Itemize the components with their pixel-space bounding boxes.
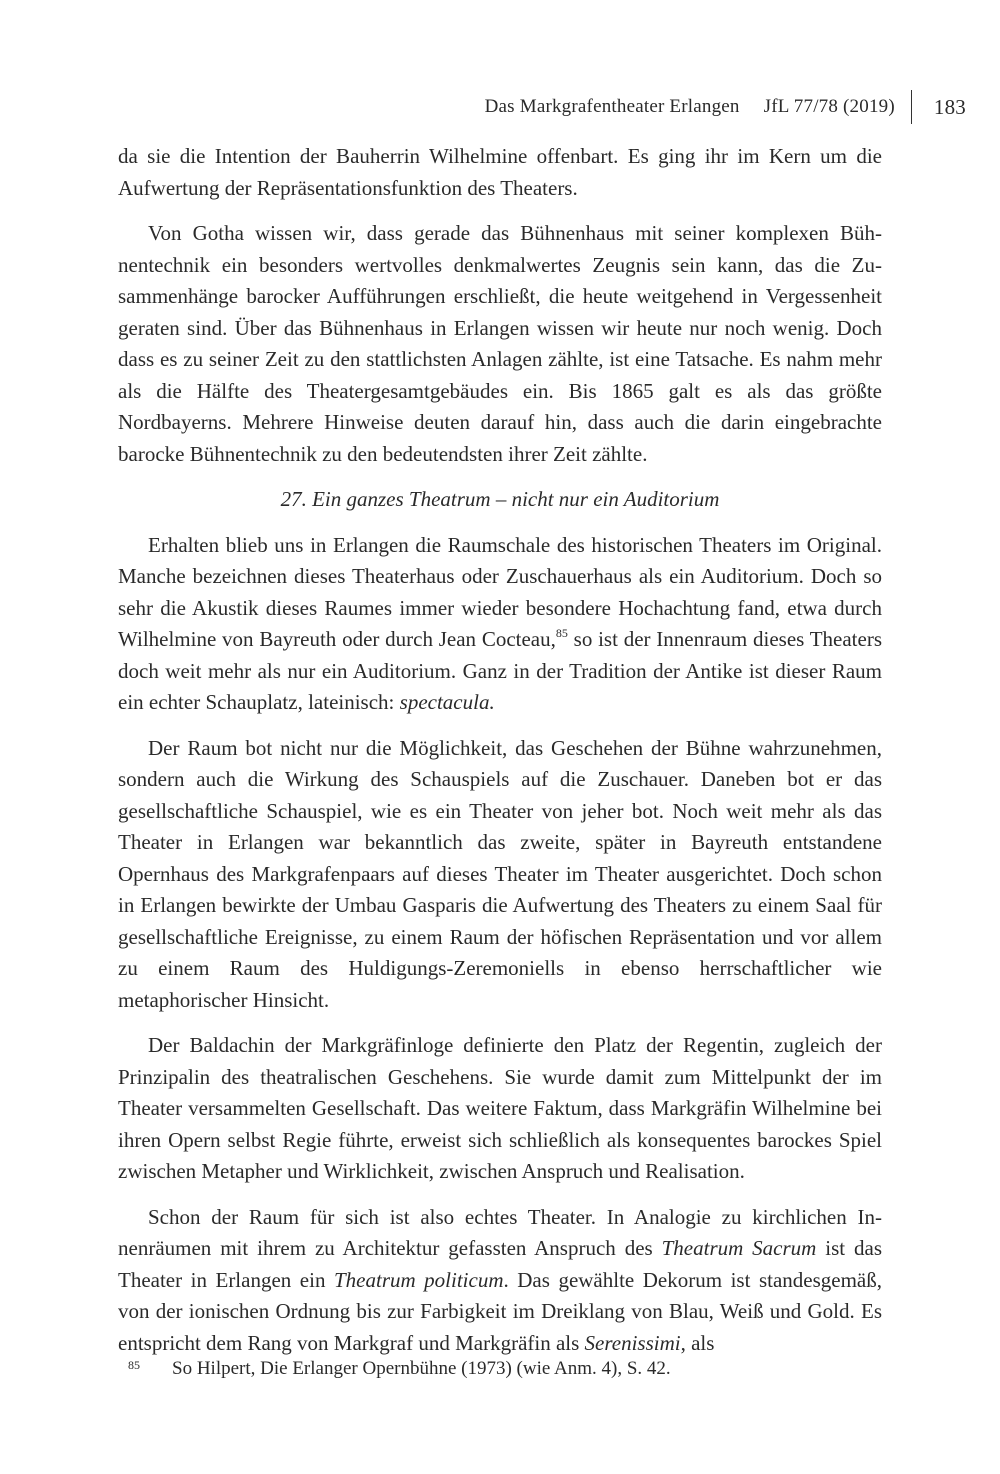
page-number: 183 — [933, 94, 966, 119]
paragraph-3-text-b: so ist der Innenraum dieses Theaters doch weit mehr als nur ein Auditorium. Ganz in der Tradition der Antike ist dieser Raum ein echter Schauplatz, lateinisch: — [118, 627, 882, 714]
paragraph-3-italic: spectacula. — [399, 690, 495, 714]
paragraph-6-italic-3: Serenissimi — [584, 1330, 681, 1355]
header-title: Das Markgrafentheater Erlangen — [484, 96, 740, 117]
footnote-reference: 85 — [555, 626, 568, 640]
paragraph-6-text-c: . Das gewählte Dekorum ist standesgemäß, von der ionischen Ordnung bis zur Farbigkeit im Dreiklang von Blau, Weiß und Gold. Es entspricht dem Rang von Markgraf und Markgräfin als — [118, 1267, 882, 1355]
header-divider — [911, 90, 912, 124]
paragraph-2: Von Gotha wissen wir, dass gerade das Bühnenhaus mit seiner komplexen Bühnentechnik ein besonders wertvolles denkmalwertes Zeugnis sein kann, das die Zusammenhänge barocker Aufführungen erschließt, die heute weitgehend in Vergessenheit geraten sind. Über das Bühnenhaus in Erlangen wissen wir heute nur noch wenig. Doch dass es zu seiner Zeit zu den stattlichsten Anlagen zählte, ist eine Tatsache. Es nahm mehr als die Hälfte des Theatergesamtgebäudes ein. Bis 1865 galt es als das größte Nordbayerns. Mehrere Hinweise deuten darauf hin, dass auch die darin eingebrachte barocke Bühnentechnik zu den bedeutendsten ihrer Zeit zählte. — [118, 221, 882, 466]
footnote-number: 85 — [128, 1358, 140, 1372]
paragraph-6-italic-2: Theatrum politicum — [333, 1267, 504, 1292]
header-journal: JfL 77/78 (2019) — [763, 96, 895, 117]
paragraph-3-text-a: Erhalten blieb uns in Erlangen die Raumschale des historischen Theaters im Original. Manche bezeichnen dieses Theaterhaus oder Zuschauerhaus als ein Auditorium. Doch so sehr die Akustik dieses Raumes immer wieder besondere Hochachtung fand, etwa durch Wilhelmine von Bayreuth oder durch Jean Cocteau, — [118, 532, 882, 651]
body-text — [118, 141, 882, 1359]
paragraph-6-italic-1: Theatrum Sacrum — [661, 1236, 817, 1260]
paragraph-6-text-a: Schon der Raum für sich ist also echtes Theater. In Analogie zu kirchlichen Innenräumen mit ihrem zu Architektur gefassten Anspruch des — [118, 1204, 882, 1260]
section-heading: 27. Ein ganzes Theatrum – nicht nur ein Auditorium — [280, 487, 720, 511]
paragraph-3 — [118, 530, 882, 719]
paragraph-6-text-b: ist das Theater in Erlangen ein — [118, 1236, 883, 1292]
paragraph-1: da sie die Intention der Bauherrin Wilhelmine offenbart. Es ging ihr im Kern um die Aufwertung der Repräsentationsfunktion des Theaters. — [118, 144, 882, 200]
footnote — [128, 1356, 888, 1382]
paragraph-6 — [118, 1202, 882, 1360]
paragraph-4: Der Raum bot nicht nur die Möglichkeit, das Geschehen der Bühne wahrzunehmen, sondern auch die Wirkung des Schauspiels auf die Zuschauer. Daneben bot er das gesellschaftliche Schauspiel, wie es ein Theater von jeher bot. Noch weit mehr als das Theater in Erlangen war bekanntlich das zweite, später in Bayreuth entstandene Opernhaus des Markgrafenpaars auf dieses Theater im Theater ausgerichtet. Doch schon in Erlangen bewirkte der Umbau Gasparis die Aufwertung des Theaters zu einem Saal für gesellschaftliche Ereignisse, zu einem Raum der höfischen Repräsentation und vor allem zu einem Raum des Huldigungs-Zeremoniells in ebenso herrschaftlicher wie metaphorischer Hinsicht. — [118, 735, 882, 1012]
running-header — [0, 92, 966, 122]
paragraph-5: Der Baldachin der Markgräfinloge definierte den Platz der Regentin, zugleich der Prinzipalin des theatralischen Geschehens. Sie wurde damit zum Mittelpunkt der im Theater versammelten Gesellschaft. Das weitere Faktum, dass Markgräfin Wilhelmine bei ihren Opern selbst Regie führte, erweist sich schließlich als konsequentes barockes Spiel zwischen Metapher und Wirklichkeit, zwischen Anspruch und Realisation. — [118, 1033, 882, 1183]
paragraph-6-text-d: , als — [680, 1330, 715, 1355]
footnote-text: So Hilpert, Die Erlanger Opernbühne (1973) (wie Anm. 4), S. 42. — [172, 1358, 671, 1379]
